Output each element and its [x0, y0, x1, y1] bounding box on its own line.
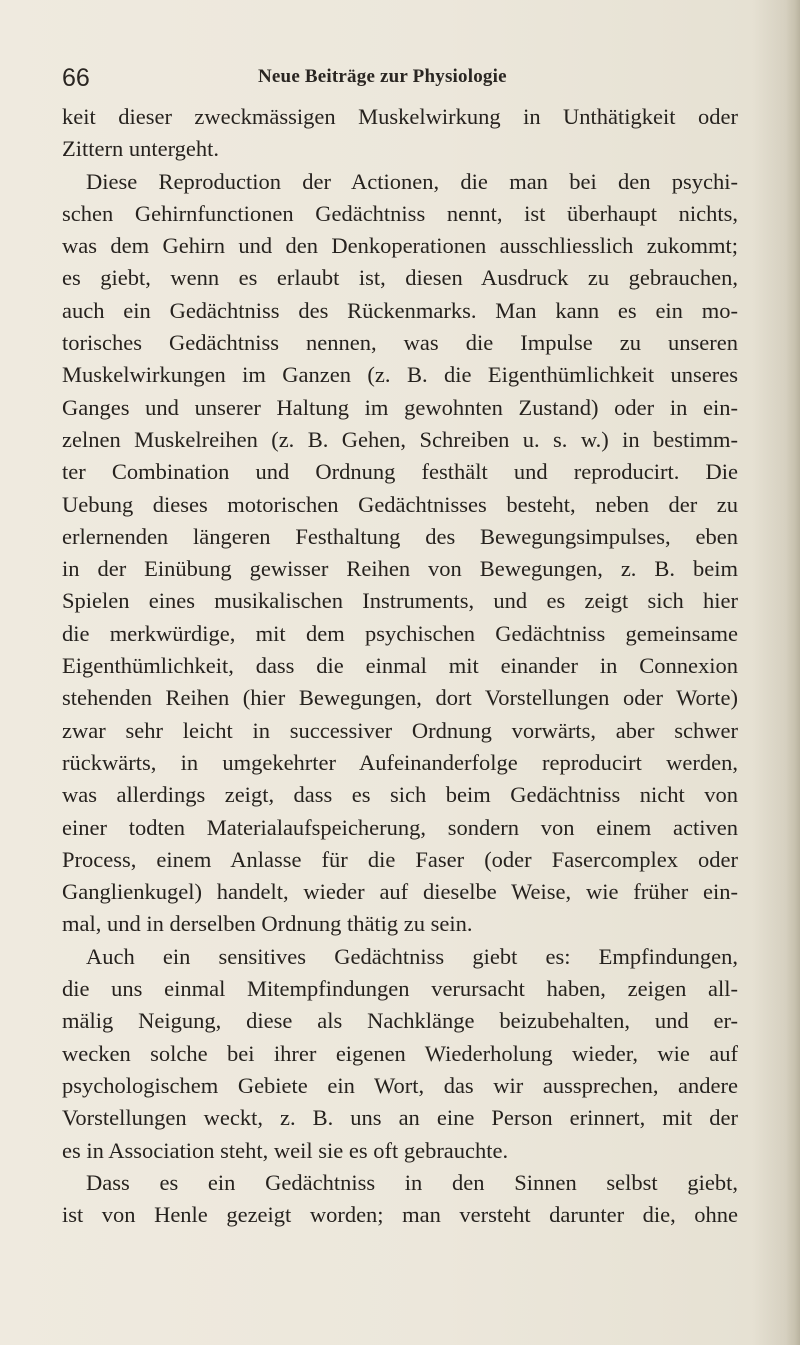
text-line: rückwärts, in umgekehrter Aufeinanderfolge reproducirt werden, [62, 749, 738, 775]
page-number: 66 [62, 64, 90, 92]
text-line: wecken solche bei ihrer eigenen Wiederholung wieder, wie auf [62, 1040, 738, 1066]
text-line: erlernenden längeren Festhaltung des Bewegungsimpulses, eben [62, 523, 738, 549]
text-line: mälig Neigung, diese als Nachklänge beizubehalten, und er- [62, 1008, 738, 1034]
text-line: Uebung dieses motorischen Gedächtnisses besteht, neben der zu [62, 491, 738, 517]
page-edge-shadow [786, 0, 800, 1345]
text-line: Diese Reproduction der Actionen, die man bei den psychi- [86, 168, 738, 194]
body-text [62, 101, 738, 1231]
text-line: mal, und in derselben Ordnung thätig zu sein. [62, 911, 473, 937]
text-line: keit dieser zweckmässigen Muskelwirkung in Unthätigkeit oder [62, 104, 738, 129]
text-line: Vorstellungen weckt, z. B. uns an eine Person erinnert, mit der [62, 1105, 738, 1131]
text-line: zwar sehr leicht in successiver Ordnung vorwärts, aber schwer [62, 717, 738, 743]
text-line: stehenden Reihen (hier Bewegungen, dort Vorstellungen oder Worte) [62, 685, 738, 711]
text-line: was allerdings zeigt, dass es sich beim Gedächtniss nicht von [62, 782, 738, 808]
text-line: Ganglienkugel) handelt, wieder auf dieselbe Weise, wie früher ein- [62, 879, 738, 905]
text-line: Auch ein sensitives Gedächtniss giebt es: Empfindungen, [86, 943, 738, 969]
text-line: was dem Gehirn und den Denkoperationen ausschliesslich zukommt; [62, 233, 738, 259]
text-line: schen Gehirnfunctionen Gedächtniss nennt, ist überhaupt nichts, [62, 200, 738, 226]
text-line: torisches Gedächtniss nennen, was die Impulse zu unseren [62, 330, 738, 356]
text-line: Muskelwirkungen im Ganzen (z. B. die Eigenthümlichkeit unseres [62, 362, 738, 388]
text-line: in der Einübung gewisser Reihen von Bewegungen, z. B. beim [62, 556, 738, 582]
text-line: die uns einmal Mitempfindungen verursacht haben, zeigen all- [62, 976, 738, 1002]
text-line: Zittern untergeht. [62, 136, 220, 162]
text-line: Ganges und unserer Haltung im gewohnten Zustand) oder in ein- [62, 394, 738, 420]
text-line: ist von Henle gezeigt worden; man versteht darunter die, ohne [62, 1202, 738, 1228]
page-header [62, 64, 740, 94]
text-line: Process, einem Anlasse für die Faser (oder Fasercomplex oder [62, 846, 738, 872]
text-line: Dass es ein Gedächtniss in den Sinnen selbst giebt, [86, 1169, 738, 1195]
text-line: psychologischem Gebiete ein Wort, das wir aussprechen, andere [62, 1072, 738, 1098]
text-line: einer todten Materialaufspeicherung, sondern von einem activen [62, 814, 738, 840]
text-line: die merkwürdige, mit dem psychischen Gedächtniss gemeinsame [62, 620, 738, 646]
text-line: es in Association steht, weil sie es oft gebrauchte. [62, 1137, 509, 1163]
running-head: Neue Beiträge zur Physiologie [258, 66, 507, 87]
text-line: auch ein Gedächtniss des Rückenmarks. Man kann es ein mo- [62, 297, 738, 323]
text-line: Spielen eines musikalischen Instruments, und es zeigt sich hier [62, 588, 738, 614]
text-line: es giebt, wenn es erlaubt ist, diesen Ausdruck zu gebrauchen, [62, 265, 738, 291]
text-line: Eigenthümlichkeit, dass die einmal mit einander in Connexion [62, 653, 738, 679]
text-line: zelnen Muskelreihen (z. B. Gehen, Schreiben u. s. w.) in bestimm- [62, 426, 738, 452]
text-line: ter Combination und Ordnung festhält und reproducirt. Die [62, 459, 738, 485]
